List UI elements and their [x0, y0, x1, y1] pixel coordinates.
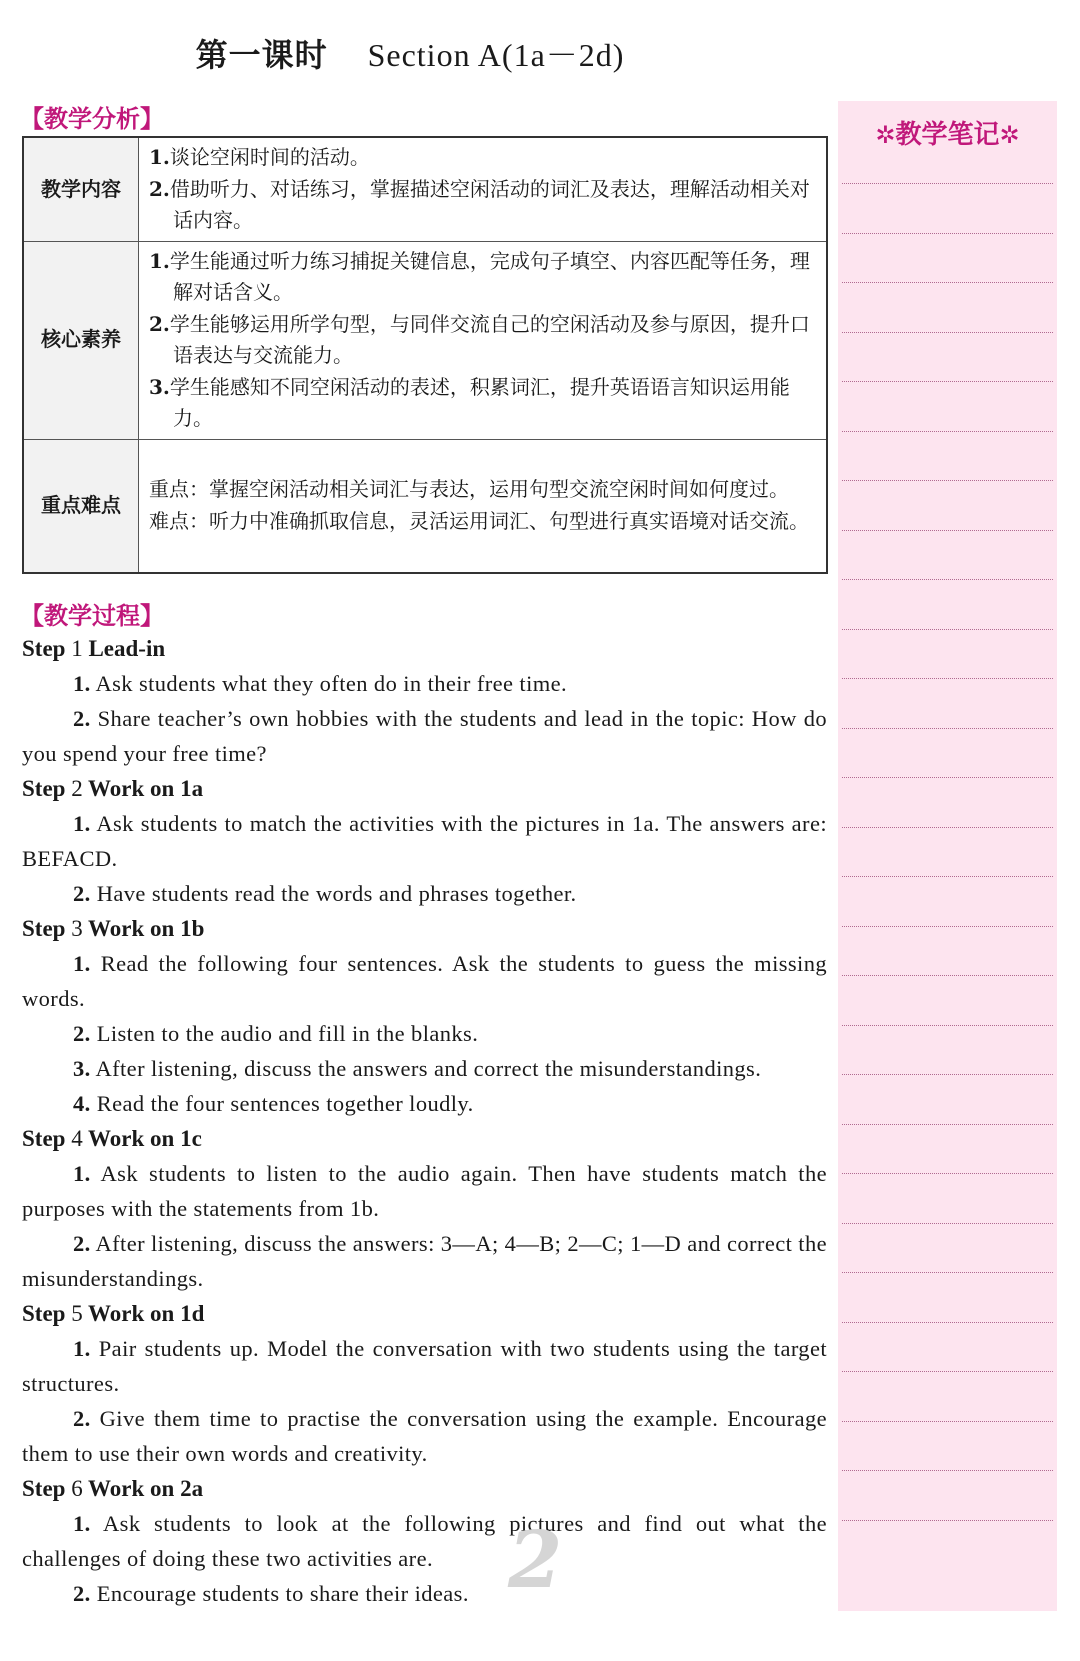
page-title — [0, 30, 820, 76]
note-line — [842, 678, 1053, 679]
note-line — [842, 1124, 1053, 1125]
note-line — [842, 1223, 1053, 1224]
note-line — [842, 1272, 1053, 1273]
step-heading: Step 4 Work on 1c — [22, 1126, 202, 1151]
step-paragraph: 1. Pair students up. Model the conversation with two students using the target structures. — [22, 1336, 827, 1396]
note-line — [842, 777, 1053, 778]
lesson-title: 第一课时 — [195, 36, 328, 74]
process-heading: 【教学过程】 — [20, 602, 164, 630]
page-number: 2 — [508, 1515, 563, 1606]
note-line — [842, 530, 1053, 531]
core-cell — [139, 241, 828, 439]
step-heading: Step 5 Work on 1d — [22, 1301, 205, 1326]
table-row — [23, 241, 827, 439]
step-heading: Step 3 Work on 1b — [22, 916, 205, 941]
step-heading: Step 1 Lead-in — [22, 636, 166, 661]
step-paragraph: 1. Ask students to look at the following pictures and find out what the challenges of doing these two activities are. — [22, 1511, 827, 1571]
note-line — [842, 381, 1053, 382]
step-paragraph: 2. Give them time to practise the conversation using the example. Encourage them to use their own words and creativity. — [22, 1406, 827, 1466]
table-row — [23, 439, 827, 573]
core-label: 核心素养 — [23, 241, 139, 439]
note-line — [842, 629, 1053, 630]
note-line — [842, 579, 1053, 580]
step-paragraph: 1. Ask students to listen to the audio again. Then have students match the purposes with the statements from 1b. — [22, 1161, 827, 1221]
note-line — [842, 1074, 1053, 1075]
note-line — [842, 827, 1053, 828]
note-line — [842, 332, 1053, 333]
step-paragraph: 3. After listening, discuss the answers and correct the misunderstandings. — [73, 1056, 762, 1081]
list-item: 2.借助听力、对话练习，掌握描述空闲活动的词汇及表达，理解活动相关对话内容。 — [149, 176, 810, 232]
step-paragraph: 1. Read the following four sentences. Ask the students to guess the missing words. — [22, 951, 827, 1011]
note-line — [842, 1421, 1053, 1422]
notes-title: ✲教学笔记✲ — [875, 120, 1020, 150]
note-line — [842, 183, 1053, 184]
step-paragraph: 1. Ask students what they often do in their free time. — [73, 671, 568, 696]
note-line — [842, 1470, 1053, 1471]
list-item: 2.学生能够运用所学句型，与同伴交流自己的空闲活动及参与原因，提升口语表达与交流能力。 — [149, 311, 810, 367]
note-line — [842, 926, 1053, 927]
note-line — [842, 1371, 1053, 1372]
note-line — [842, 431, 1053, 432]
difficulties: 难点：听力中准确抓取信息，灵活运用词汇、句型进行真实语境对话交流。 — [149, 508, 809, 533]
list-item: 3.学生能感知不同空闲活动的表述，积累词汇，提升英语语言知识运用能力。 — [149, 374, 790, 430]
note-line — [842, 282, 1053, 283]
note-line — [842, 480, 1053, 481]
note-line — [842, 1173, 1053, 1174]
step-paragraph: 2. Listen to the audio and fill in the blanks. — [73, 1021, 479, 1046]
content-label: 教学内容 — [23, 137, 139, 241]
key-points: 重点：掌握空闲活动相关词汇与表达，运用句型交流空闲时间如何度过。 — [149, 477, 789, 502]
step-heading: Step 6 Work on 2a — [22, 1476, 204, 1501]
step-paragraph: 1. Ask students to match the activities with the pictures in 1a. The answers are: BEFACD. — [22, 811, 827, 871]
table-row — [23, 137, 827, 241]
list-item: 1.学生能通过听力练习捕捉关键信息，完成句子填空、内容匹配等任务，理解对话含义。 — [149, 248, 810, 304]
note-line — [842, 876, 1053, 877]
note-line — [842, 975, 1053, 976]
note-line — [842, 1322, 1053, 1323]
analysis-table — [22, 136, 828, 574]
step-paragraph: 2. Have students read the words and phrases together. — [73, 881, 577, 906]
step-heading: Step 2 Work on 1a — [22, 776, 204, 801]
list-item: 1.谈论空闲时间的活动。 — [149, 145, 370, 169]
key-cell — [139, 439, 828, 573]
star-icon: ✲ — [875, 121, 896, 149]
step-paragraph: 2. Share teacher’s own hobbies with the students and lead in the topic: How do you spend your free time? — [22, 706, 827, 766]
note-line — [842, 728, 1053, 729]
note-line — [842, 233, 1053, 234]
content-cell — [139, 137, 828, 241]
note-line — [842, 1520, 1053, 1521]
star-icon: ✲ — [999, 121, 1020, 149]
step-paragraph: 4. Read the four sentences together loudly. — [73, 1091, 474, 1116]
key-label: 重点难点 — [23, 439, 139, 573]
process-body — [22, 631, 827, 1611]
step-paragraph: 2. Encourage students to share their ideas. — [73, 1581, 469, 1606]
analysis-heading: 【教学分析】 — [20, 105, 164, 133]
note-line — [842, 1025, 1053, 1026]
step-paragraph: 2. After listening, discuss the answers: 3—A; 4—B; 2—C; 1—D and correct the misunderstandings. — [22, 1231, 827, 1291]
notes-sidebar — [838, 101, 1057, 1611]
section-title: Section A(1a－2d) — [367, 37, 625, 73]
